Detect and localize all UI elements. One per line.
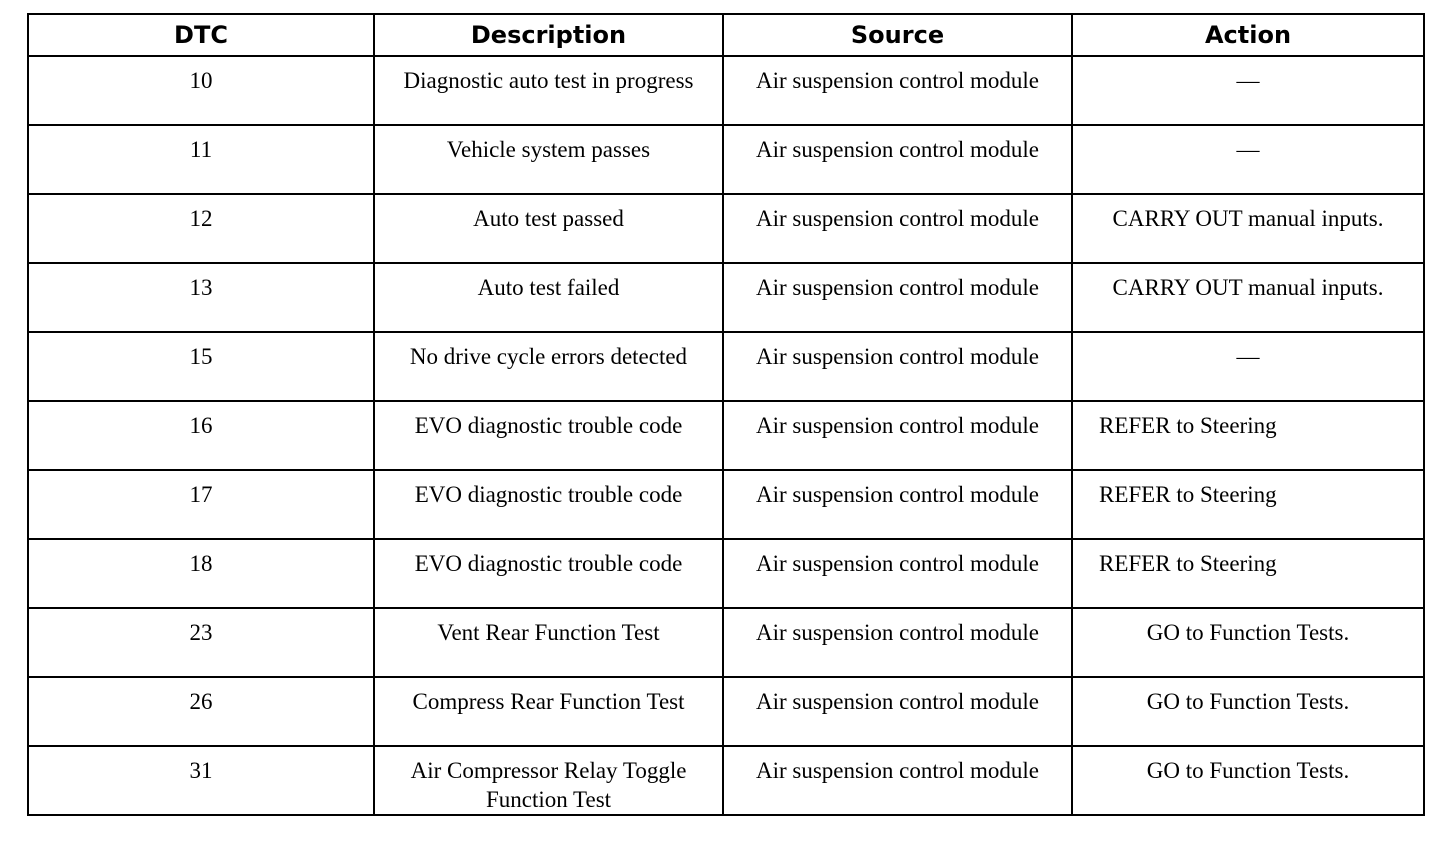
cell-dtc: 31	[28, 746, 374, 815]
cell-source: Air suspension control module	[723, 56, 1072, 125]
table-row	[28, 539, 1424, 608]
cell-action: GO to Function Tests.	[1072, 677, 1424, 746]
cell-dtc: 12	[28, 194, 374, 263]
cell-source: Air suspension control module	[723, 539, 1072, 608]
table-row	[28, 746, 1424, 815]
cell-dtc: 11	[28, 125, 374, 194]
table-row	[28, 263, 1424, 332]
cell-description: Vehicle system passes	[374, 125, 723, 194]
cell-description: Auto test failed	[374, 263, 723, 332]
cell-action: —	[1072, 332, 1424, 401]
cell-action: CARRY OUT manual inputs.	[1072, 194, 1424, 263]
header-row	[28, 14, 1424, 56]
dtc-table	[27, 13, 1425, 816]
table-row	[28, 677, 1424, 746]
cell-dtc: 18	[28, 539, 374, 608]
header-source: Source	[723, 14, 1072, 56]
cell-action: CARRY OUT manual inputs.	[1072, 263, 1424, 332]
cell-source: Air suspension control module	[723, 263, 1072, 332]
header-action: Action	[1072, 14, 1424, 56]
cell-description: Vent Rear Function Test	[374, 608, 723, 677]
cell-description: Auto test passed	[374, 194, 723, 263]
cell-description: Air Compressor Relay Toggle Function Test	[374, 746, 723, 815]
cell-dtc: 23	[28, 608, 374, 677]
cell-action: —	[1072, 56, 1424, 125]
cell-dtc: 17	[28, 470, 374, 539]
cell-action: GO to Function Tests.	[1072, 746, 1424, 815]
table-row	[28, 608, 1424, 677]
cell-dtc: 26	[28, 677, 374, 746]
cell-source: Air suspension control module	[723, 677, 1072, 746]
cell-source: Air suspension control module	[723, 125, 1072, 194]
cell-description: EVO diagnostic trouble code	[374, 470, 723, 539]
cell-source: Air suspension control module	[723, 470, 1072, 539]
cell-description: EVO diagnostic trouble code	[374, 401, 723, 470]
table-header	[28, 14, 1424, 56]
cell-action: GO to Function Tests.	[1072, 608, 1424, 677]
cell-action: REFER to Steering	[1072, 470, 1424, 539]
cell-source: Air suspension control module	[723, 746, 1072, 815]
table-row	[28, 194, 1424, 263]
cell-action: REFER to Steering	[1072, 539, 1424, 608]
cell-dtc: 10	[28, 56, 374, 125]
table-body	[28, 56, 1424, 815]
table-row	[28, 401, 1424, 470]
table-row	[28, 56, 1424, 125]
cell-source: Air suspension control module	[723, 194, 1072, 263]
table-row	[28, 470, 1424, 539]
table-row	[28, 332, 1424, 401]
cell-source: Air suspension control module	[723, 608, 1072, 677]
cell-source: Air suspension control module	[723, 401, 1072, 470]
cell-source: Air suspension control module	[723, 332, 1072, 401]
cell-description: EVO diagnostic trouble code	[374, 539, 723, 608]
cell-description: No drive cycle errors detected	[374, 332, 723, 401]
cell-action: REFER to Steering	[1072, 401, 1424, 470]
header-description: Description	[374, 14, 723, 56]
table-row	[28, 125, 1424, 194]
cell-action: —	[1072, 125, 1424, 194]
cell-dtc: 16	[28, 401, 374, 470]
cell-description: Diagnostic auto test in progress	[374, 56, 723, 125]
cell-dtc: 13	[28, 263, 374, 332]
cell-dtc: 15	[28, 332, 374, 401]
header-dtc: DTC	[28, 14, 374, 56]
cell-description: Compress Rear Function Test	[374, 677, 723, 746]
